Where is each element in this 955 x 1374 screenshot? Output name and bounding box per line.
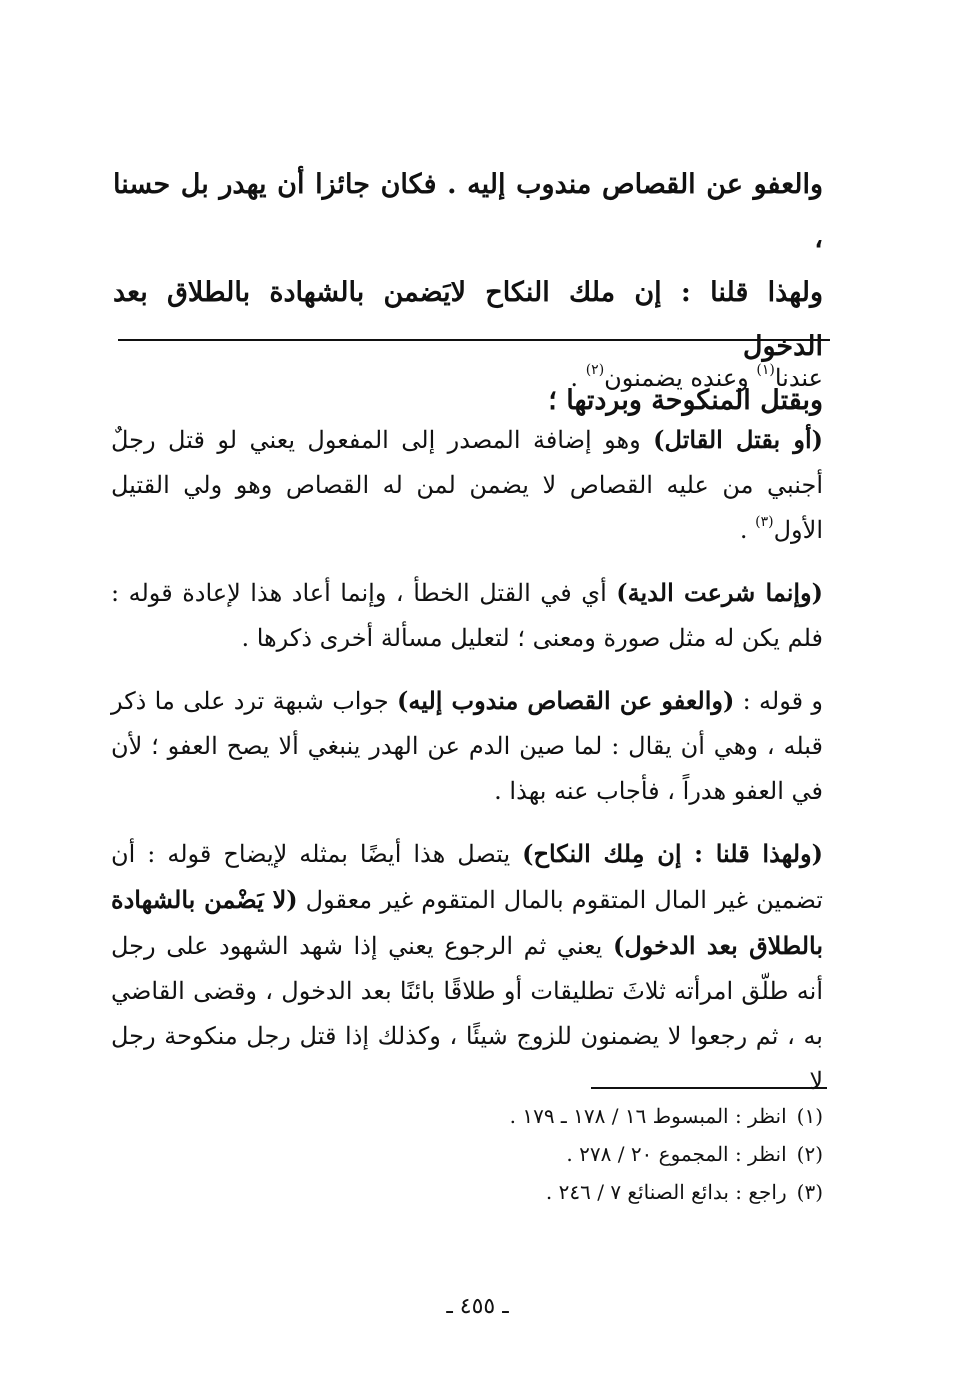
paragraph-text: جواب شبهة ترد على ما ذكر قبله ، وهي أن يقال : لما صين الدم عن الهدر ينبغي ألا يصح العفو ؛ لأن في العفو هدراً ، فأجاب عنه بهذا . xyxy=(111,687,823,805)
paragraph-text: أي في القتل الخطأ ، وإنما أعاد هذا لإعادة قوله : فلم يكن له مثل صورة ومعنى ؛ لتعليل مسألة أخرى ذكرها . xyxy=(111,579,823,652)
commentary-paragraph xyxy=(111,417,823,553)
footnote-separator xyxy=(591,1087,827,1089)
paragraph-prefix: و قوله : xyxy=(734,687,823,715)
quoted-phrase: (والعفو عن القصاص مندوب إليه) xyxy=(397,686,735,715)
footnote-number: (٣) xyxy=(796,1180,823,1204)
footnote-item xyxy=(403,1097,823,1135)
footnote-text: انظر : المجموع ٢٠ / ٢٧٨ . xyxy=(566,1142,787,1166)
footnote-ref-1: (١) xyxy=(756,362,775,378)
paragraph-end: . xyxy=(739,516,756,544)
footnote-item xyxy=(403,1135,823,1173)
main-text-line: وبقتل المنكوحة وبردتها ؛ xyxy=(548,385,823,416)
main-text-line: والعفو عن القصاص مندوب إليه . فكان جائزا أن يهدر بل حسنا ، xyxy=(113,169,823,254)
footnotes xyxy=(403,1097,823,1211)
footnote-text: انظر : المبسوط ١٦ / ١٧٨ ـ ١٧٩ . xyxy=(509,1104,787,1128)
page-number: ـ ٤٥٥ ـ xyxy=(446,1294,509,1319)
footnote-ref-3: (٣) xyxy=(755,514,774,530)
quoted-phrase: (أو بقتل القاتل) xyxy=(653,425,823,454)
paragraph-text: يتصل هذا أيضًا بمثله لإيضاح قوله : أن تضمين غير المال المتقوم بالمال المتقوم غير معقول xyxy=(111,840,823,914)
quoted-phrase: (وإنما شرعت الدية) xyxy=(616,578,823,607)
main-text-line: ولهذا قلنا : إن ملك النكاح لايَضمن بالشهادة بالطلاق بعد الدخول xyxy=(113,277,823,362)
commentary-paragraph xyxy=(111,570,823,661)
commentary-paragraph xyxy=(111,678,823,814)
commentary-lead-text: عندنا xyxy=(774,364,823,392)
quoted-phrase: (ولهذا قلنا : إن مِلك النكاح) xyxy=(522,839,824,868)
commentary-lead xyxy=(111,356,823,401)
footnote-text: راجع : بدائع الصنائع ٧ / ٢٤٦ . xyxy=(545,1180,787,1204)
footnote-ref-2: (٢) xyxy=(585,362,605,378)
footnote-number: (٢) xyxy=(796,1142,823,1166)
commentary-paragraph xyxy=(111,831,823,1104)
quoted-phrase: (لا يَضْمن بالشهادة بالطلاق بعد الدخول) xyxy=(111,885,823,960)
main-text-separator xyxy=(118,339,830,341)
commentary-block xyxy=(111,356,823,1121)
paragraph-text: وهو إضافة المصدر إلى المفعول يعني لو قتل رجلٌ أجنبي من عليه القصاص لا يضمن لمن له القصاص وهو ولي القتيل الأول xyxy=(111,426,823,544)
paragraph-text: يعني ثم الرجوع يعني إذا شهد الشهود على رجل أنه طلّق امرأته ثلاثَ تطليقات أو طلاقًا بائنًا بعد الدخول ، وقضى القاضي به ، ثم رجعوا لا يضمنون للزوج شيئًا ، وكذلك إذا قتل رجل منكوحة رجل لا xyxy=(111,932,823,1095)
footnote-item xyxy=(403,1173,823,1211)
commentary-lead-end: . xyxy=(570,364,586,392)
footnote-number: (١) xyxy=(796,1104,823,1128)
commentary-lead-mid: وعنده يضمنون xyxy=(604,364,757,392)
